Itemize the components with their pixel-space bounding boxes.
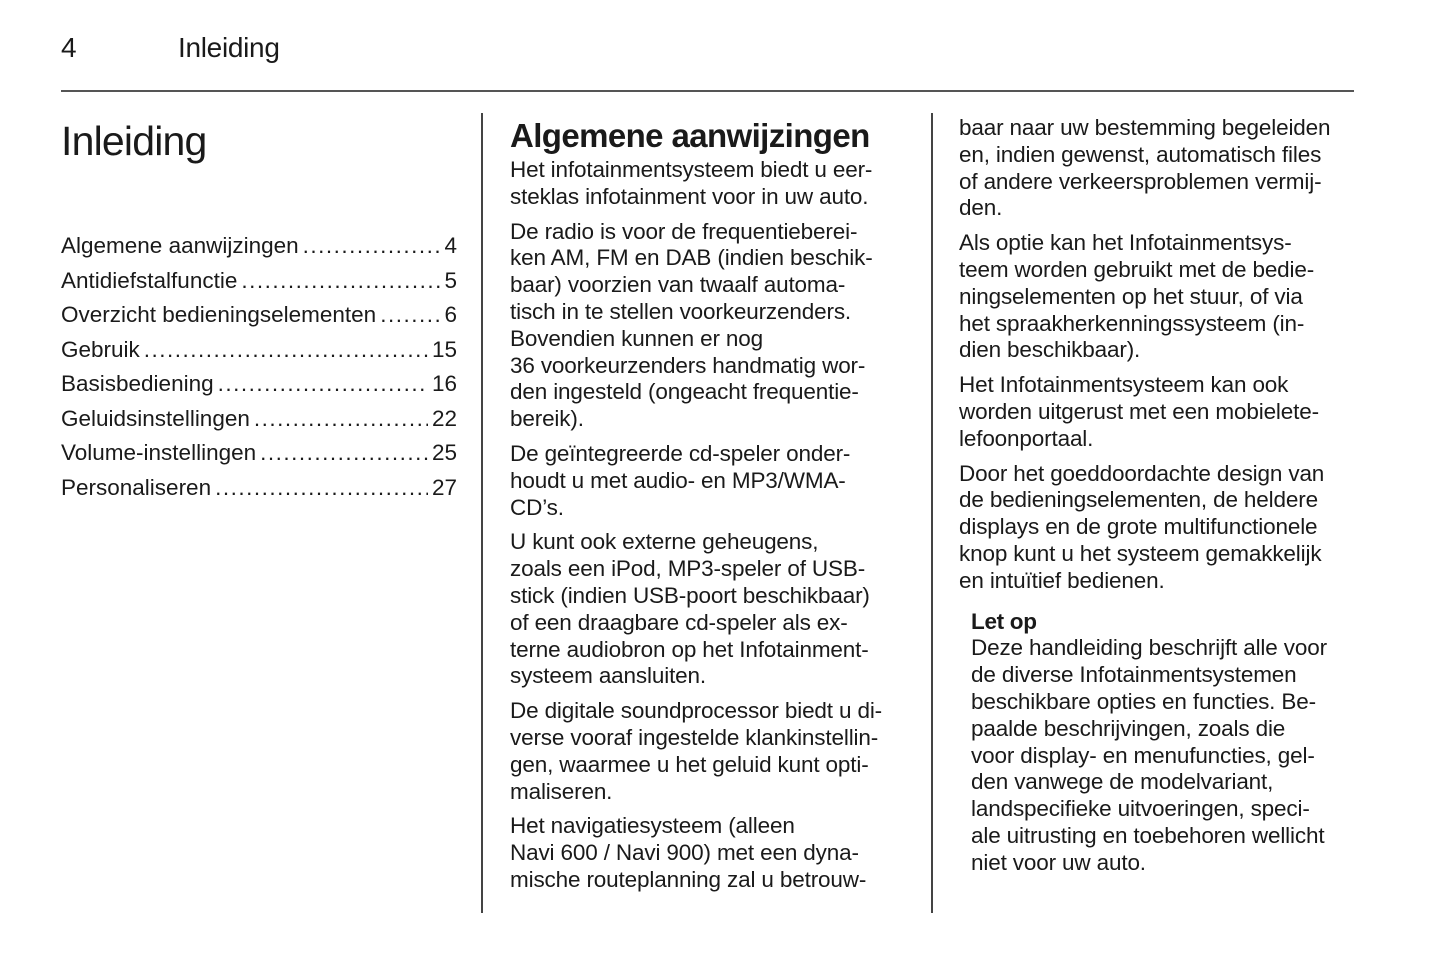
- toc-entry-page: 22: [431, 405, 457, 431]
- page-number: 4: [61, 32, 77, 63]
- text-line: en intuïtief bedienen.: [959, 567, 1165, 593]
- text-line: knop kunt u het systeem gemakkelijk: [959, 540, 1322, 566]
- text-line: tisch in te stellen voorkeurzenders.: [510, 298, 852, 324]
- toc-entry-page: 27: [431, 474, 457, 500]
- text-line: terne audiobron op het Infotainment-: [510, 636, 869, 662]
- paragraph: [959, 461, 1357, 595]
- toc-entry[interactable]: [61, 333, 457, 368]
- toc-leader-dots: [254, 402, 428, 437]
- toc-entry[interactable]: [61, 471, 457, 506]
- text-line: De geïntegreerde cd-speler onder-: [510, 440, 851, 466]
- toc-entry-page: 25: [431, 440, 457, 465]
- text-line: stick (indien USB-poort beschikbaar): [510, 582, 870, 608]
- toc-entry-page: 6: [444, 302, 457, 327]
- toc-entry-page: 5: [444, 267, 457, 293]
- paragraph: [510, 157, 910, 211]
- text-line: Het infotainmentsysteem biedt u eer-: [510, 157, 873, 182]
- text-line: 36 voorkeurzenders handmatig wor-: [510, 352, 866, 378]
- paragraph: [959, 372, 1357, 452]
- text-line: worden uitgerust met een mobielete-: [959, 398, 1319, 424]
- paragraph: [510, 441, 910, 521]
- toc-entry-page: 15: [431, 336, 457, 362]
- text-line: ken AM, FM en DAB (indien beschik-: [510, 245, 873, 271]
- paragraph: [510, 698, 910, 805]
- toc-leader-dots: [144, 333, 428, 368]
- paragraph: [510, 529, 910, 690]
- text-line: U kunt ook externe geheugens,: [510, 529, 819, 555]
- middle-column: [510, 113, 910, 902]
- paragraph: [959, 230, 1357, 364]
- text-line: Door het goeddoordachte design van: [959, 460, 1325, 486]
- text-line: De digitale soundprocessor biedt u di-: [510, 698, 883, 724]
- text-line: den.: [959, 195, 1003, 221]
- toc-entry[interactable]: [61, 402, 457, 437]
- text-line: Deze handleiding beschrijft alle voor: [971, 635, 1327, 661]
- text-line: of andere verkeersproblemen vermij-: [959, 168, 1322, 194]
- text-line: het spraakherkenningssysteem (in-: [959, 310, 1305, 336]
- text-line: niet voor uw auto.: [971, 849, 1146, 875]
- text-line: De radio is voor de frequentieberei-: [510, 218, 858, 244]
- running-header-chapter: Inleiding: [178, 32, 280, 63]
- toc-entry[interactable]: [61, 264, 457, 299]
- left-column: [61, 113, 457, 521]
- toc-entry-label: Basisbediening: [61, 371, 214, 396]
- text-line: Bovendien kunnen er nog: [510, 325, 764, 351]
- header-rule: [61, 90, 1354, 92]
- text-line: voor display- en menufuncties, gel-: [971, 742, 1315, 768]
- chapter-title: Inleiding: [61, 118, 207, 164]
- text-line: gen, waarmee u het geluid kunt opti-: [510, 751, 869, 777]
- right-column: [959, 113, 1357, 877]
- column-divider-left: [481, 113, 483, 913]
- text-line: teem worden gebruikt met de bedie-: [959, 256, 1315, 282]
- text-line: Het navigatiesysteem (alleen: [510, 813, 795, 839]
- toc-entry-page: 16: [431, 371, 457, 396]
- toc-leader-dots: [380, 298, 440, 333]
- toc-entry-label: Algemene aanwijzingen: [61, 233, 299, 258]
- toc-leader-dots: [260, 436, 428, 471]
- toc-entry[interactable]: [61, 367, 457, 402]
- note-title: Let op: [971, 608, 1037, 634]
- text-line: maliseren.: [510, 778, 613, 804]
- text-line: ale uitrusting en toebehoren wellicht: [971, 822, 1325, 848]
- text-line: beschikbare opties en functies. Be-: [971, 688, 1316, 714]
- toc-entry-label: Antidiefstalfunctie: [61, 267, 238, 293]
- toc-leader-dots: [303, 229, 441, 264]
- text-line: den ingesteld (ongeacht frequentie-: [510, 379, 859, 405]
- text-line: den vanwege de modelvariant,: [971, 769, 1274, 795]
- toc-entry-label: Gebruik: [61, 336, 140, 362]
- text-line: zoals een iPod, MP3-speler of USB-: [510, 556, 866, 582]
- text-line: Het Infotainmentsysteem kan ook: [959, 372, 1289, 398]
- toc-entry[interactable]: [61, 436, 457, 471]
- table-of-contents: [61, 229, 457, 505]
- text-line: of een draagbare cd-speler als ex-: [510, 609, 848, 635]
- toc-leader-dots: [241, 264, 440, 299]
- toc-entry[interactable]: [61, 229, 457, 264]
- text-line: systeem aansluiten.: [510, 663, 707, 689]
- text-line: lefoonportaal.: [959, 425, 1094, 451]
- text-line: paalde beschrijvingen, zoals die: [971, 715, 1286, 741]
- text-line: ningselementen op het stuur, of via: [959, 283, 1303, 309]
- section-title: Algemene aanwijzingen: [510, 117, 870, 154]
- text-line: baar naar uw bestemming begeleiden: [959, 115, 1331, 140]
- toc-entry-label: Geluidsinstellingen: [61, 405, 250, 431]
- text-line: houdt u met audio- en MP3/WMA-: [510, 467, 846, 493]
- text-line: de diverse Infotainmentsystemen: [971, 662, 1297, 688]
- text-line: dien beschikbaar).: [959, 337, 1141, 363]
- note-box: [971, 609, 1357, 877]
- text-line: displays en de grote multifunctionele: [959, 514, 1318, 540]
- toc-entry[interactable]: [61, 298, 457, 333]
- paragraph: [510, 219, 910, 433]
- text-line: baar) voorzien van twaalf automa-: [510, 272, 846, 298]
- text-line: en, indien gewenst, automatisch files: [959, 141, 1322, 167]
- toc-entry-label: Volume-instellingen: [61, 440, 257, 465]
- text-line: de bedieningselementen, de heldere: [959, 487, 1318, 513]
- note-body: [971, 635, 1357, 876]
- text-line: Navi 600 / Navi 900) met een dyna-: [510, 840, 859, 866]
- text-line: mische routeplanning zal u betrouw-: [510, 866, 867, 892]
- paragraph: [959, 115, 1357, 222]
- toc-entry-label: Overzicht bedieningselementen: [61, 302, 377, 327]
- text-line: bereik).: [510, 406, 584, 432]
- toc-leader-dots: [215, 471, 428, 506]
- text-line: verse vooraf ingestelde klankinstellin-: [510, 724, 879, 750]
- text-line: Als optie kan het Infotainmentsys-: [959, 230, 1292, 256]
- text-line: CD’s.: [510, 494, 564, 520]
- toc-leader-dots: [218, 367, 428, 402]
- text-line: landspecifieke uitvoeringen, speci-: [971, 796, 1310, 822]
- column-divider-right: [931, 113, 933, 913]
- toc-entry-label: Personaliseren: [61, 474, 212, 500]
- toc-entry-page: 4: [444, 233, 457, 258]
- text-line: steklas infotainment voor in uw auto.: [510, 183, 869, 209]
- paragraph: [510, 813, 910, 893]
